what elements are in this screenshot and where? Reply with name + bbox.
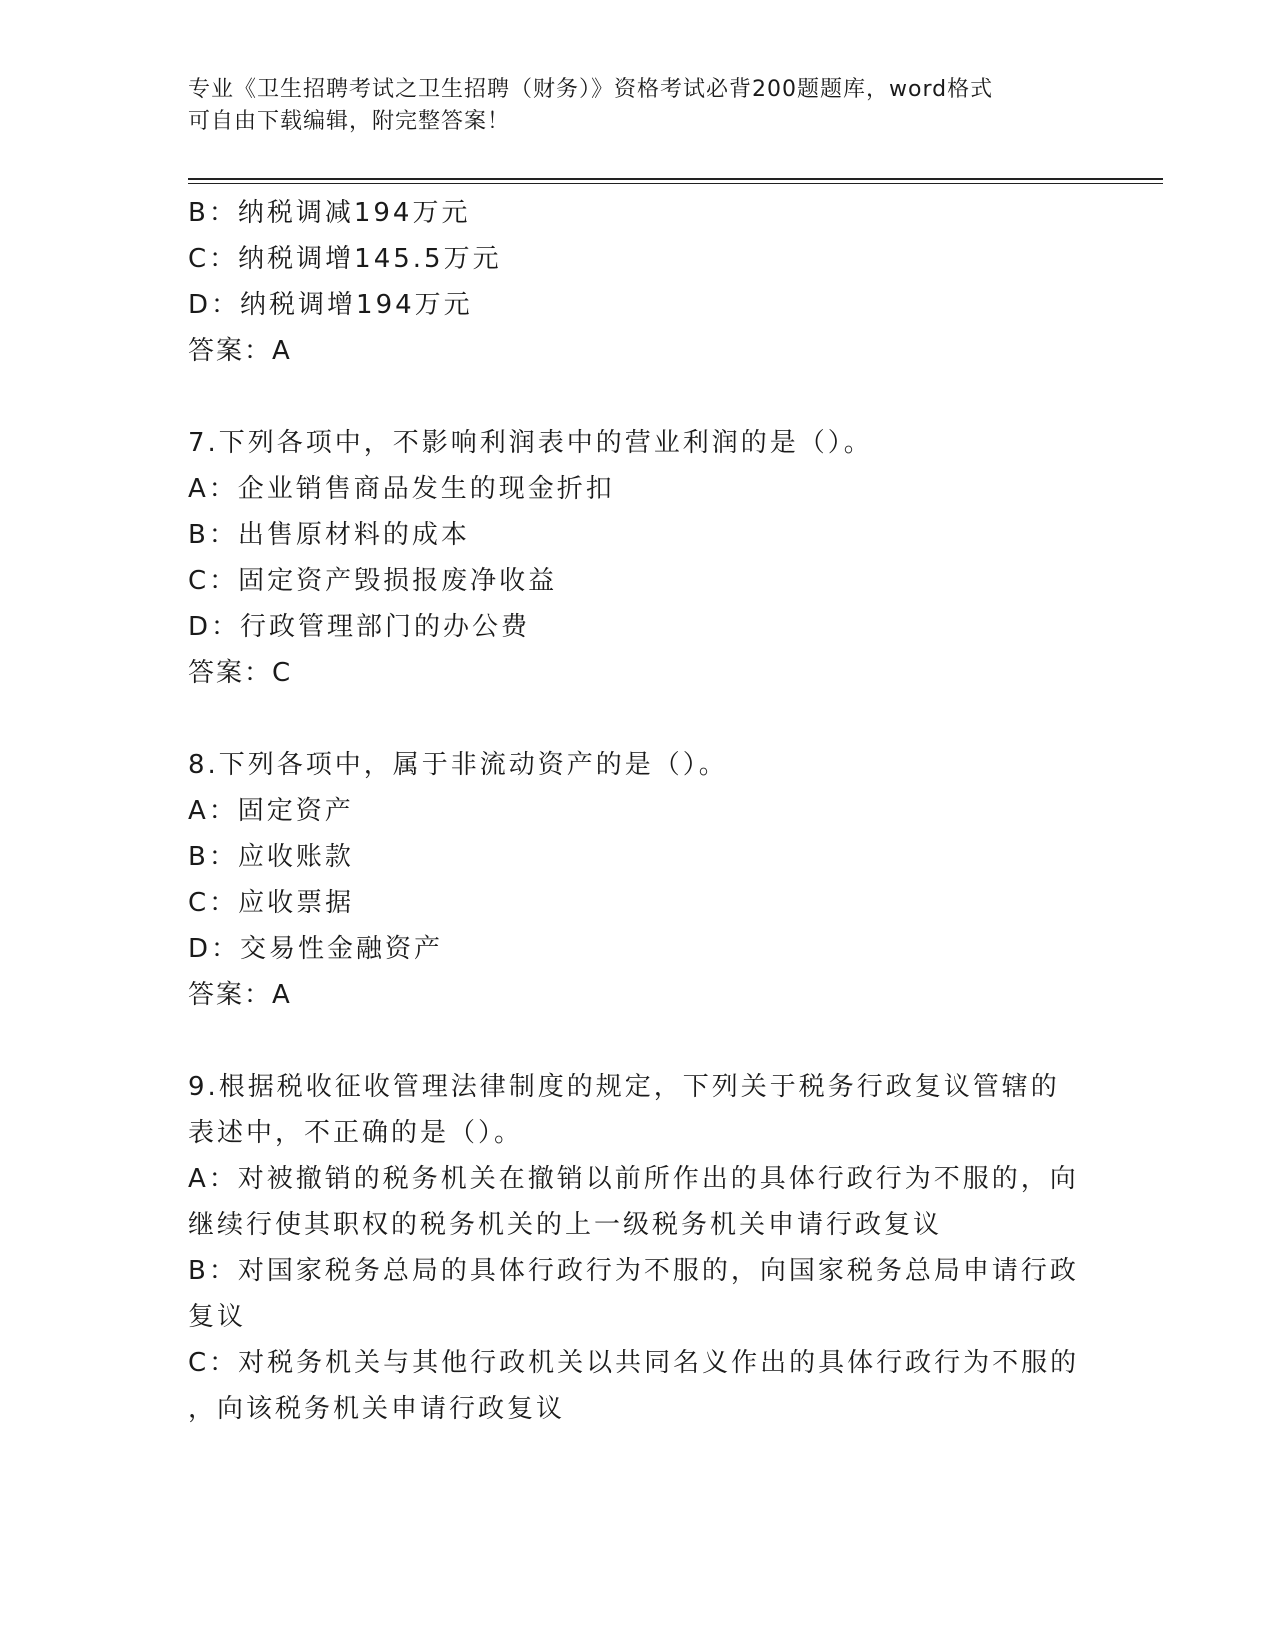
option-c-line-1: C：对税务机关与其他行政机关以共同名义作出的具体行政行为不服的 xyxy=(188,1348,1080,1378)
option-c: C：应收票据 xyxy=(188,888,355,918)
header-line-1: 专业《卫生招聘考试之卫生招聘（财务）》资格考试必背200题题库，word格式 xyxy=(188,77,994,102)
option-a: A：固定资产 xyxy=(188,796,354,826)
question-text: 8.下列各项中，属于非流动资产的是（）。 xyxy=(188,750,728,780)
question-text-line-2: 表述中，不正确的是（）。 xyxy=(188,1118,524,1148)
spacer xyxy=(188,696,1088,742)
option-a: A：企业销售商品发生的现金折扣 xyxy=(188,474,615,504)
header-divider-thin xyxy=(188,183,1163,184)
question-9-block xyxy=(188,1064,1088,1432)
option-a-line-1: A：对被撤销的税务机关在撤销以前所作出的具体行政行为不服的，向 xyxy=(188,1164,1079,1194)
question-text: 7.下列各项中，不影响利润表中的营业利润的是（）。 xyxy=(188,428,873,458)
option-d: D：交易性金融资产 xyxy=(188,934,444,964)
question-text-line-1: 9.根据税收征收管理法律制度的规定，下列关于税务行政复议管辖的 xyxy=(188,1072,1060,1102)
header-divider-thick xyxy=(188,178,1163,180)
answer-line: 答案：A xyxy=(188,980,292,1010)
option-c: C：纳税调增145.5万元 xyxy=(188,244,502,274)
option-b-line-1: B：对国家税务总局的具体行政行为不服的，向国家税务总局申请行政 xyxy=(188,1256,1079,1286)
spacer xyxy=(188,374,1088,420)
option-c-line-2: ，向该税务机关申请行政复议 xyxy=(188,1394,566,1424)
question-8-block xyxy=(188,742,1088,1018)
option-b: B：出售原材料的成本 xyxy=(188,520,470,550)
document-header xyxy=(188,74,1068,138)
option-b: B：纳税调减194万元 xyxy=(188,198,471,228)
option-b-line-2: 复议 xyxy=(188,1302,247,1332)
option-c: C：固定资产毁损报废净收益 xyxy=(188,566,558,596)
question-content xyxy=(188,190,1088,1432)
option-d: D：行政管理部门的办公费 xyxy=(188,612,531,642)
option-b: B：应收账款 xyxy=(188,842,354,872)
spacer xyxy=(188,1018,1088,1064)
answer-line: 答案：C xyxy=(188,658,293,688)
question-6-block xyxy=(188,190,1088,374)
header-line-2: 可自由下载编辑，附完整答案！ xyxy=(188,109,511,134)
option-a-line-2: 继续行使其职权的税务机关的上一级税务机关申请行政复议 xyxy=(188,1210,943,1240)
question-7-block xyxy=(188,420,1088,696)
answer-line: 答案：A xyxy=(188,336,292,366)
option-d: D：纳税调增194万元 xyxy=(188,290,473,320)
